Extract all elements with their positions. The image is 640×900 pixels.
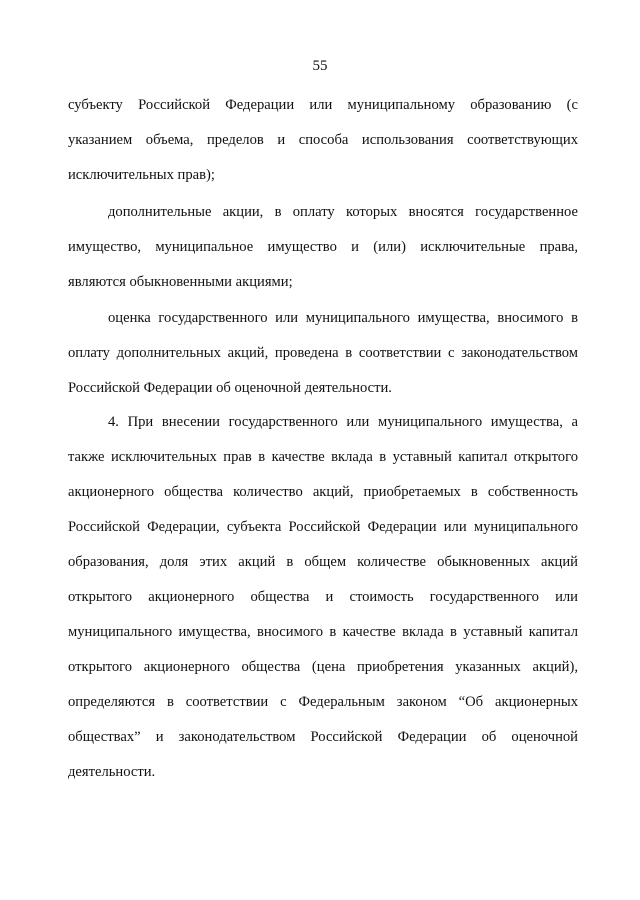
- text-line: исключительных прав);: [68, 167, 215, 183]
- text-line: также исключительных прав в качестве вклада в уставный капитал открытого: [68, 449, 578, 465]
- text-line: образования, доля этих акций в общем количестве обыкновенных акций: [68, 554, 578, 570]
- text-line: муниципального имущества, вносимого в качестве вклада в уставный капитал: [68, 624, 578, 640]
- text-line: оплату дополнительных акций, проведена в соответствии с законодательством: [68, 345, 578, 361]
- text-line: субъекту Российской Федерации или муниципальному образованию (с: [68, 97, 578, 113]
- text-line: открытого акционерного общества (цена приобретения указанных акций),: [68, 659, 578, 675]
- paragraph-2: [68, 195, 578, 300]
- text-line: оценка государственного или муниципального имущества, вносимого в: [108, 310, 578, 326]
- paragraph-4: [68, 405, 578, 790]
- text-line: являются обыкновенными акциями;: [68, 274, 293, 290]
- paragraph-1: [68, 88, 578, 193]
- text-line: Российской Федерации, субъекта Российской Федерации или муниципального: [68, 519, 578, 535]
- text-line: открытого акционерного общества и стоимость государственного или: [68, 589, 578, 605]
- text-line: акционерного общества количество акций, приобретаемых в собственность: [68, 484, 578, 500]
- page-number: 55: [312, 58, 328, 74]
- text-line: указанием объема, пределов и способа использования соответствующих: [68, 132, 578, 148]
- text-line: дополнительные акции, в оплату которых вносятся государственное: [108, 204, 578, 220]
- text-line: 4. При внесении государственного или муниципального имущества, а: [108, 414, 578, 430]
- text-line: деятельности.: [68, 764, 156, 780]
- text-line: Российской Федерации об оценочной деятельности.: [68, 380, 392, 396]
- text-line: определяются в соответствии с Федеральным законом “Об акционерных: [68, 694, 578, 710]
- paragraph-3: [68, 301, 578, 406]
- text-line: имущество, муниципальное имущество и (или) исключительные права,: [68, 239, 578, 255]
- text-line: обществах” и законодательством Российской Федерации об оценочной: [68, 729, 578, 745]
